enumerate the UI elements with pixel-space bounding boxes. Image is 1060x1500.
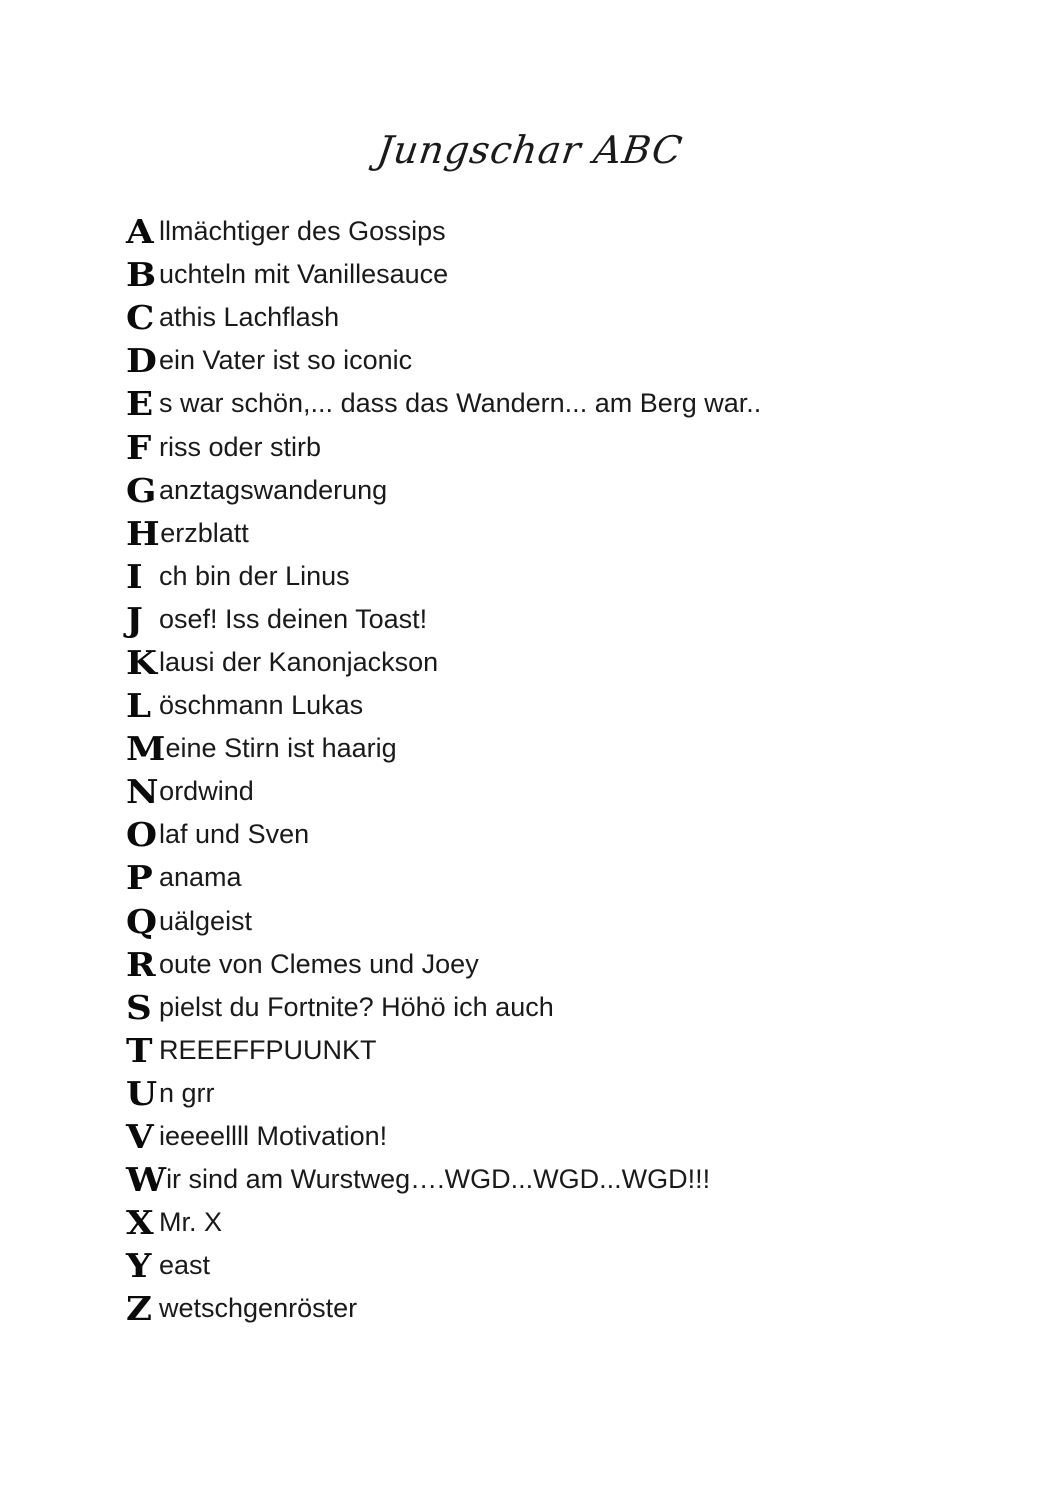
list-item: [126, 555, 1006, 598]
initial-letter: R: [126, 944, 156, 984]
entry-text: laf und Sven: [159, 819, 310, 850]
initial-letter: J: [126, 599, 143, 639]
entry-text: anama: [159, 862, 242, 893]
list-item: [126, 986, 1006, 1029]
list-item: [126, 641, 1006, 684]
initial-letter: S: [126, 987, 152, 1027]
initial-letter: N: [126, 772, 159, 812]
initial-letter: G: [126, 470, 157, 510]
initial-letter: Z: [126, 1289, 153, 1329]
initial-letter: L: [126, 686, 152, 726]
initial-letter: X: [126, 1203, 154, 1243]
initial-letter: E: [126, 384, 154, 424]
initial-letter: T: [126, 1030, 153, 1070]
entry-text: eine Stirn ist haarig: [165, 733, 397, 764]
initial-letter: P: [126, 858, 153, 898]
list-item: [126, 1072, 1006, 1115]
list-item: [126, 1287, 1006, 1330]
entry-text: wetschgenröster: [159, 1293, 358, 1324]
entry-text: pielst du Fortnite? Höhö ich auch: [159, 991, 554, 1022]
initial-letter: M: [126, 729, 166, 769]
entry-text: ir sind am Wurstweg….WGD...WGD...WGD!!!: [166, 1164, 711, 1195]
initial-letter: V: [126, 1117, 154, 1157]
list-item: [126, 813, 1006, 856]
list-item: [126, 943, 1006, 986]
initial-letter: A: [126, 212, 154, 252]
entry-text: ieeeellll Motivation!: [159, 1121, 388, 1152]
list-item: [126, 684, 1006, 727]
initial-letter: B: [126, 255, 157, 295]
entry-text: ch bin der Linus: [159, 560, 350, 591]
list-item: [126, 770, 1006, 813]
list-item: [126, 900, 1006, 943]
entry-text: lausi der Kanonjackson: [159, 646, 439, 677]
list-item: [126, 727, 1006, 770]
initial-letter: W: [126, 1160, 167, 1200]
entry-text: uälgeist: [159, 905, 253, 936]
initial-letter: D: [126, 341, 157, 381]
list-item: [126, 1201, 1006, 1244]
entry-text: uchteln mit Vanillesauce: [159, 259, 449, 290]
initial-letter: Q: [126, 901, 158, 941]
initial-letter: Y: [126, 1246, 152, 1286]
initial-letter: H: [126, 513, 160, 553]
list-item: [126, 512, 1006, 555]
list-item: [126, 1244, 1006, 1287]
entry-text: s war schön,... dass das Wandern... am Berg war..: [159, 388, 762, 419]
initial-letter: K: [126, 642, 157, 682]
abc-list: [126, 210, 1006, 1330]
list-item: [126, 210, 1006, 253]
entry-text: ordwind: [159, 776, 254, 807]
list-item: [126, 382, 1006, 425]
entry-text: east: [159, 1250, 211, 1281]
list-item: [126, 598, 1006, 641]
list-item: [126, 1158, 1006, 1201]
entry-text: öschmann Lukas: [159, 690, 364, 721]
list-item: [126, 856, 1006, 899]
list-item: [126, 469, 1006, 512]
list-item: [126, 296, 1006, 339]
entry-text: Mr. X: [159, 1207, 223, 1238]
entry-text: REEEFFPUUNKT: [159, 1034, 377, 1065]
list-item: [126, 425, 1006, 468]
entry-text: anztagswanderung: [159, 474, 388, 505]
entry-text: osef! Iss deinen Toast!: [159, 603, 428, 634]
initial-letter: F: [126, 427, 152, 467]
entry-text: oute von Clemes und Joey: [159, 948, 479, 979]
initial-letter: O: [126, 815, 158, 855]
entry-text: n grr: [159, 1077, 215, 1108]
entry-text: ein Vater ist so iconic: [159, 345, 413, 376]
page-title: Jungschar ABC: [374, 128, 686, 172]
entry-text: llmächtiger des Gossips: [159, 216, 446, 247]
initial-letter: U: [126, 1073, 158, 1113]
entry-text: athis Lachflash: [159, 302, 340, 333]
list-item: [126, 339, 1006, 382]
list-item: [126, 1115, 1006, 1158]
initial-letter: I: [126, 556, 143, 596]
entry-text: riss oder stirb: [159, 431, 322, 462]
list-item: [126, 253, 1006, 296]
initial-letter: C: [126, 298, 155, 338]
list-item: [126, 1029, 1006, 1072]
entry-text: erzblatt: [160, 517, 249, 548]
